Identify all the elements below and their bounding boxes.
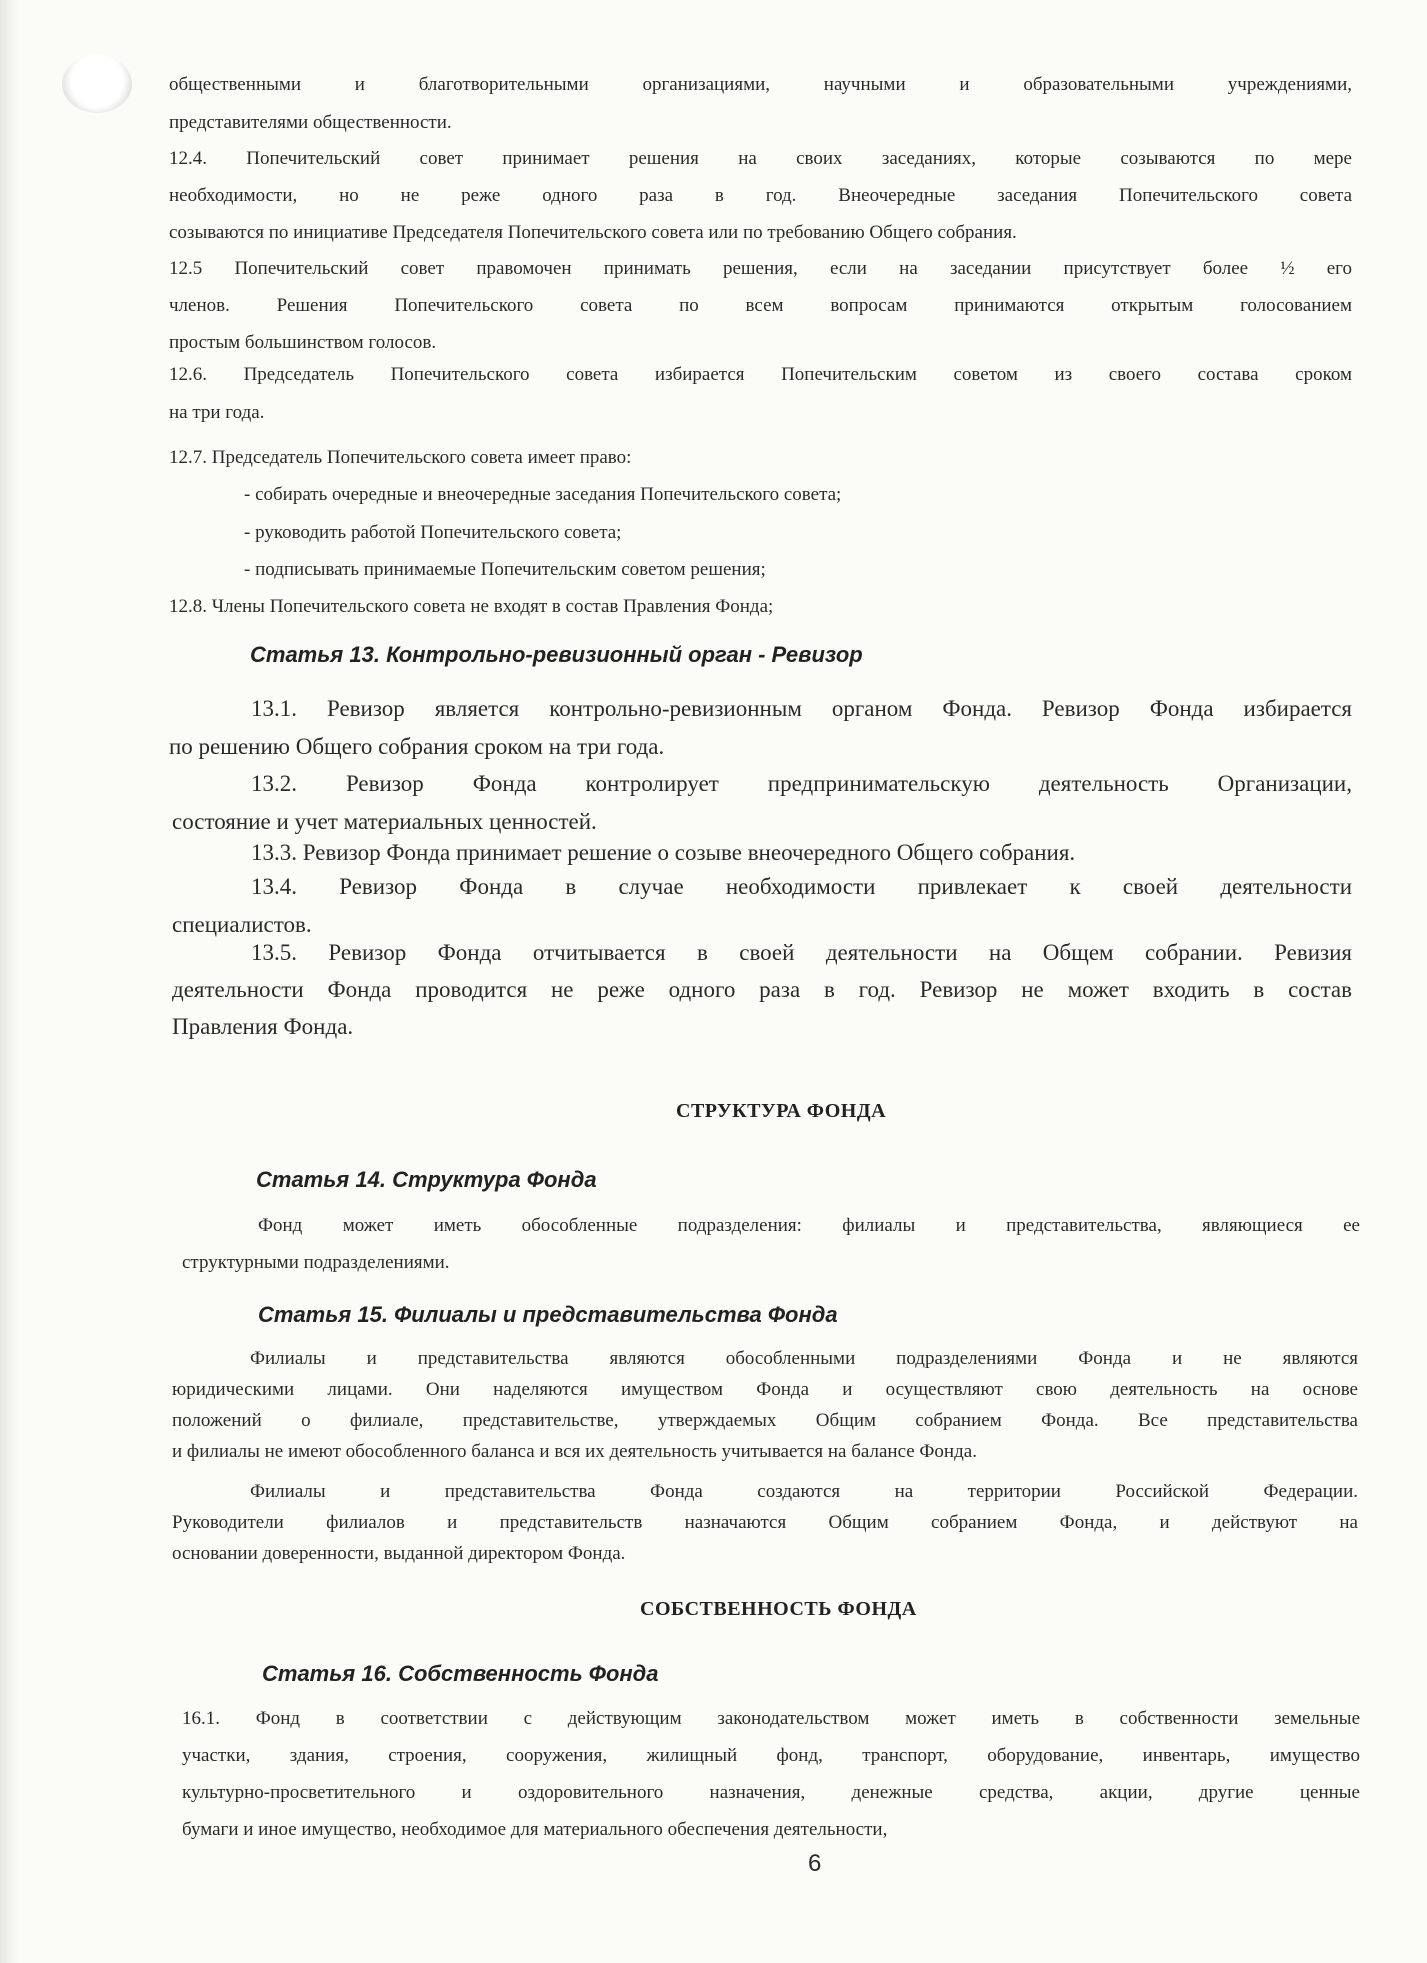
text-line: и филиалы не имеют обособленного баланса и вся их деятельность учитывается на балансе Фонда.	[172, 1441, 977, 1462]
text-line: состояние и учет материальных ценностей.	[172, 809, 597, 834]
paragraph-p-12-7	[169, 439, 1352, 477]
text-line: специалистов.	[172, 912, 312, 937]
paragraph-p-12-8	[169, 588, 1352, 626]
text-line: Руководители филиалов и представительств назначаются Общим собранием Фонда, и действуют на	[172, 1512, 1358, 1533]
paragraph-p-15-a	[172, 1343, 1358, 1467]
paragraph-p-14	[182, 1207, 1360, 1281]
punch-hole	[62, 55, 132, 113]
text-line: Филиалы и представительства Фонда создаются на территории Российской Федерации.	[250, 1481, 1358, 1502]
scan-edge	[0, 0, 18, 1963]
text-line: положений о филиале, представительстве, утверждаемых Общим собранием Фонда. Все представительства	[172, 1410, 1358, 1431]
text-line: структурными подразделениями.	[182, 1252, 450, 1273]
paragraph-b-2	[244, 514, 1344, 552]
text-line: 13.3. Ревизор Фонда принимает решение о созыве внеочередного Общего собрания.	[251, 840, 1076, 865]
text-line: юридическими лицами. Они наделяются имуществом Фонда и осуществляют свою деятельность на основе	[172, 1379, 1358, 1400]
text-line: Фонд может иметь обособленные подразделения: филиалы и представительства, являющиеся ее	[258, 1215, 1360, 1236]
text-line: 13.4. Ревизор Фонда в случае необходимости привлекает к своей деятельности	[251, 874, 1352, 899]
text-line: культурно-просветительного и оздоровительного назначения, денежные средства, акции, другие ценные	[182, 1782, 1360, 1803]
text-line: необходимости, но не реже одного раза в год. Внеочередные заседания Попечительского совета	[169, 185, 1352, 206]
paragraph-b-3	[244, 551, 1344, 589]
paragraph-p-15-b	[172, 1476, 1358, 1569]
heading-article-13: Статья 13. Контрольно-ревизионный орган - Ревизор	[250, 642, 863, 667]
text-line: Правления Фонда.	[172, 1014, 354, 1039]
paragraph-p-13-5	[172, 934, 1352, 1045]
text-line: бумаги и иное имущество, необходимое для материального обеспечения деятельности,	[182, 1819, 888, 1840]
text-line: деятельности Фонда проводится не реже одного раза в год. Ревизор не может входить в состав	[172, 977, 1352, 1002]
text-line: - подписывать принимаемые Попечительским советом решения;	[244, 559, 766, 580]
text-line: простым большинством голосов.	[169, 332, 437, 353]
paragraph-p-16-1	[182, 1700, 1360, 1848]
text-line: - собирать очередные и внеочередные заседания Попечительского совета;	[244, 484, 842, 505]
text-line: 12.5 Попечительский совет правомочен принимать решения, если на заседании присутствует более ½ его	[169, 258, 1352, 279]
text-line: 12.6. Председатель Попечительского совета избирается Попечительским советом из своего состава сроком	[169, 364, 1352, 385]
paragraph-p-intro	[169, 66, 1352, 142]
page-number: 6	[808, 1850, 822, 1877]
paragraph-b-1	[244, 476, 1344, 514]
text-line: по решению Общего собрания сроком на три года.	[169, 734, 665, 759]
text-line: участки, здания, строения, сооружения, жилищный фонд, транспорт, оборудование, инвентарь, имущество	[182, 1745, 1360, 1766]
paragraph-p-13-4	[172, 868, 1352, 944]
paragraph-p-12-4	[169, 140, 1352, 251]
text-line: 16.1. Фонд в соответствии с действующим законодательством может иметь в собственности земельные	[182, 1708, 1360, 1729]
paragraph-p-13-3	[172, 834, 1352, 872]
text-line: на три года.	[169, 402, 265, 423]
heading-article-16: Статья 16. Собственность Фонда	[262, 1661, 659, 1686]
paragraph-p-13-2	[172, 765, 1352, 841]
text-line: основании доверенности, выданной директором Фонда.	[172, 1543, 626, 1564]
text-line: членов. Решения Попечительского совета по всем вопросам принимаются открытым голосованием	[169, 295, 1352, 316]
text-line: общественными и благотворительными организациями, научными и образовательными учреждениями,	[169, 74, 1352, 95]
heading-section-property: СОБСТВЕННОСТЬ ФОНДА	[640, 1598, 917, 1620]
heading-article-14: Статья 14. Структура Фонда	[256, 1167, 597, 1192]
text-line: созываются по инициативе Председателя Попечительского совета или по требованию Общего собрания.	[169, 222, 1017, 243]
paragraph-p-12-5	[169, 250, 1352, 361]
text-line: - руководить работой Попечительского совета;	[244, 522, 622, 543]
text-line: Филиалы и представительства являются обособленными подразделениями Фонда и не являются	[250, 1348, 1358, 1369]
paragraph-p-13-1	[169, 690, 1352, 766]
text-line: 12.4. Попечительский совет принимает решения на своих заседаниях, которые созываются по мере	[169, 148, 1352, 169]
text-line: 12.8. Члены Попечительского совета не входят в состав Правления Фонда;	[169, 596, 774, 617]
text-line: представителями общественности.	[169, 112, 452, 133]
text-line: 12.7. Председатель Попечительского совета имеет право:	[169, 447, 632, 468]
text-line: 13.1. Ревизор является контрольно-ревизионным органом Фонда. Ревизор Фонда избирается	[251, 696, 1352, 721]
heading-section-structure: СТРУКТУРА ФОНДА	[676, 1100, 887, 1122]
text-line: 13.5. Ревизор Фонда отчитывается в своей деятельности на Общем собрании. Ревизия	[251, 940, 1352, 965]
heading-article-15: Статья 15. Филиалы и представительства Фонда	[258, 1302, 838, 1327]
text-line: 13.2. Ревизор Фонда контролирует предпринимательскую деятельность Организации,	[251, 771, 1352, 796]
paragraph-p-12-6	[169, 356, 1352, 432]
